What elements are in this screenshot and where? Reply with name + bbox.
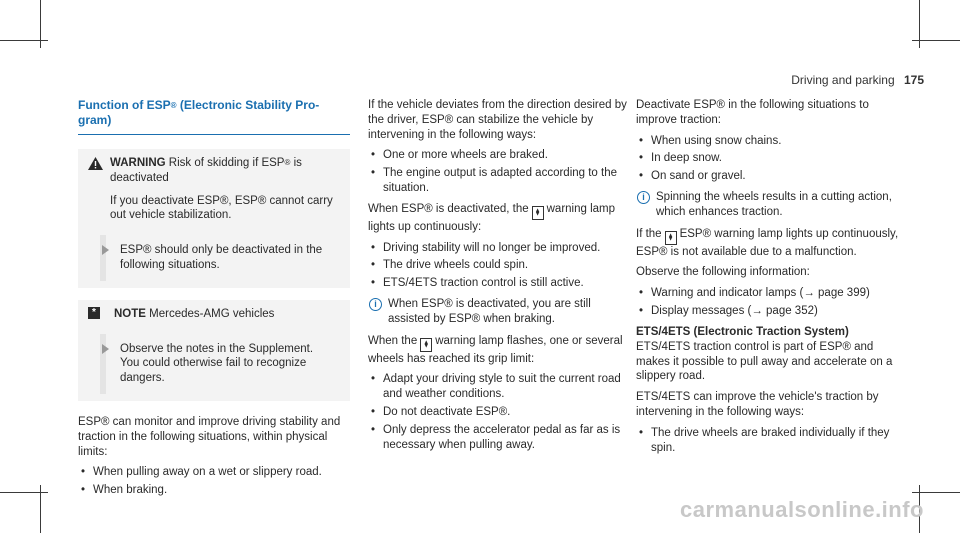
section-title: Driving and parking — [791, 73, 895, 87]
esp-lamp-icon: ⧫ — [665, 231, 677, 245]
page-number: 175 — [903, 73, 924, 87]
warning-subnote: ESP® should only be deactivated in the following situations. — [88, 235, 340, 281]
note-label: NOTE — [114, 307, 146, 320]
list-item: • The engine output is adapted according to the situation. — [368, 166, 630, 196]
list-item: • On sand or gravel. — [636, 169, 904, 184]
list-item: • Adapt your driving style to suit the current road and weather conditions. — [368, 372, 630, 402]
list-item[interactable]: • Display messages (→ page 352) — [636, 304, 904, 319]
crop-mark — [0, 40, 48, 41]
bullet-list — [368, 241, 630, 291]
warning-paragraph: If you deactivate ESP®, ESP® cannot carry out vehicle stabilization. — [110, 194, 333, 222]
warning-triangle-icon — [88, 157, 103, 170]
body-paragraph: If the vehicle deviates from the direction desired by the driver, ESP® can stabilize the vehicle by intervening in the following ways: — [368, 99, 627, 141]
note-subnote: Observe the notes in the Supplement. You could otherwise fail to recognize dangers. — [88, 334, 340, 394]
arrow-right-icon — [102, 344, 109, 354]
bullet-list — [636, 134, 904, 184]
heading-rule — [78, 134, 350, 135]
note-box: * NOTE Mercedes-AMG vehicles Observe the notes in the Supplement. You could otherwise fail to recognize dangers. — [78, 300, 350, 401]
info-icon: i — [637, 191, 650, 204]
watermark: carmanualsonline.info — [680, 497, 924, 522]
bullet-list — [636, 426, 904, 456]
warning-box: WARNING Risk of skidding if ESP® is deactivated If you deactivate ESP®, ESP® cannot carry out vehicle stabilization. ESP® should only be deactivated in the following situations. — [78, 149, 350, 288]
body-paragraph: When ESP® is deactivated, the ⧫ warning lamp lights up continuously: — [368, 202, 616, 233]
list-item: • When pulling away on a wet or slippery road. — [78, 465, 350, 480]
crop-mark — [912, 492, 960, 493]
body-paragraph: If the ⧫ ESP® warning lamp lights up continuously, ESP® is not available due to a malfunction. — [636, 227, 899, 258]
list-item: • The drive wheels are braked individually if they spin. — [636, 426, 904, 456]
list-item: • When using snow chains. — [636, 134, 904, 149]
body-paragraph: ETS/4ETS can improve the vehicle's traction by intervening in the following ways: — [636, 391, 879, 418]
body-paragraph: ESP® can monitor and improve driving stability and traction in the following situations, within physical limits: — [78, 415, 341, 458]
list-item: • Do not deactivate ESP®. — [368, 405, 630, 420]
list-item: • One or more wheels are braked. — [368, 148, 630, 163]
crop-mark — [912, 40, 960, 41]
esp-off-lamp-icon: ⧫ — [532, 206, 544, 220]
star-icon: * — [88, 307, 100, 319]
list-item: • When braking. — [78, 483, 350, 498]
warning-label: WARNING — [110, 157, 166, 169]
column-1 — [78, 98, 350, 504]
info-icon: i — [369, 298, 382, 311]
column-3 — [636, 98, 904, 461]
crop-mark — [0, 492, 48, 493]
page-header — [791, 73, 924, 87]
list-item: • Only depress the accelerator pedal as far as is necessary when pulling away. — [368, 423, 630, 453]
column-2 — [368, 98, 630, 458]
info-note: i Spinning the wheels results in a cutting action, which enhances traction. — [636, 190, 904, 220]
body-paragraph: ETS/4ETS traction control is part of ESP® and makes it possible to pull away and accelerate on a slippery road. — [636, 340, 893, 383]
subsection-heading: ETS/4ETS (Electronic Traction System) — [636, 325, 849, 338]
list-item[interactable]: • Warning and indicator lamps (→ page 399) — [636, 286, 904, 301]
section-heading: Function of ESP® (Electronic Stability Pro- gram) — [78, 98, 320, 127]
bullet-list — [636, 286, 904, 319]
list-item: • In deep snow. — [636, 151, 904, 166]
bullet-list — [368, 148, 630, 195]
body-paragraph: Deactivate ESP® in the following situations to improve traction: — [636, 99, 869, 126]
esp-lamp-icon: ⧫ — [420, 338, 432, 352]
info-note: i When ESP® is deactivated, you are still assisted by ESP® when braking. — [368, 297, 630, 327]
list-item: • ETS/4ETS traction control is still active. — [368, 276, 630, 291]
bullet-list — [368, 372, 630, 452]
arrow-right-icon — [102, 245, 109, 255]
bullet-list — [78, 465, 350, 498]
body-paragraph: When the ⧫ warning lamp flashes, one or several wheels has reached its grip limit: — [368, 334, 623, 365]
body-paragraph: Observe the following information: — [636, 266, 810, 279]
list-item: • Driving stability will no longer be improved. — [368, 241, 630, 256]
list-item: • The drive wheels could spin. — [368, 258, 630, 273]
